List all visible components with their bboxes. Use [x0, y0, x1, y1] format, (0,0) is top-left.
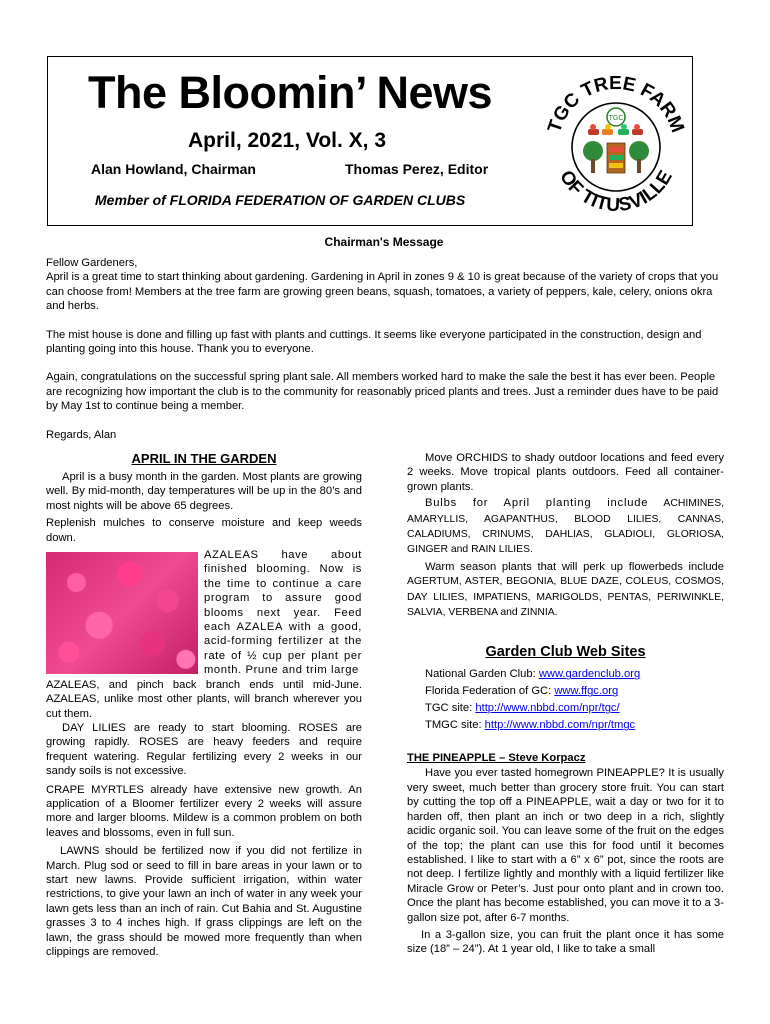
april-paragraph-5: CRAPE MYRTLES already have extensive new growth. An application of a Bloomer fertilizer every 2 weeks will assure more and larger blooms. Mildew is a common problem on both leaves and blossoms, even in full sun. [46, 783, 362, 839]
logo-text-bottom: OF TITUSVILLE [555, 166, 677, 217]
chairman-message-heading: Chairman's Message [324, 235, 444, 249]
web-site-item [425, 666, 724, 683]
web-site-label: National Garden Club: [425, 668, 539, 681]
web-sites-list [407, 666, 724, 734]
issue-line: April, 2021, Vol. X, 3 [188, 129, 387, 152]
april-paragraph-3: AZALEAS have about finished blooming. Now is the time to continue a care program to assure good blooms next year. Feed each AZALEA with a good, acid-forming fertilizer at the rate of ½ cup per plant per month. Prune and trim large [204, 549, 362, 677]
tgc-site-link[interactable]: http://www.nbbd.com/npr/tgc/ [475, 702, 620, 715]
greeting: Fellow Gardeners, [46, 257, 138, 269]
april-paragraph-4: DAY LILIES are ready to start blooming. ROSES are growing rapidly. ROSES are heavy feeders and require frequent watering. Regular fertilizing every 2 weeks in our sandy soils is not excessive. [46, 721, 362, 778]
web-site-label: TGC site: [425, 702, 476, 715]
greenhouse-icon [607, 143, 625, 173]
azalea-photo [46, 552, 198, 674]
web-sites-heading: Garden Club Web Sites [485, 644, 646, 661]
signoff: Regards, Alan [46, 428, 117, 441]
orchids-paragraph: Move ORCHIDS to shady outdoor locations and feed every 2 weeks. Move tropical plants outdoors. Feed all container-grown plants. [407, 452, 724, 493]
chairman-name: Alan Howland, Chairman [91, 161, 256, 177]
ffgc-link[interactable]: www.ffgc.org [554, 685, 619, 698]
chairman-paragraph-2: The mist house is done and filling up fast with plants and cuttings. It seems like everyone participated in the construction, design and planting going into this house. Thank you to everyone. [46, 328, 702, 356]
right-column [407, 451, 724, 957]
masthead [47, 56, 693, 226]
web-site-item [425, 717, 724, 734]
bulbs-lead: Bulbs for April planting include [425, 497, 649, 510]
pineapple-heading: THE PINEAPPLE – Steve Korpacz [407, 752, 586, 765]
membership-line: Member of FLORIDA FEDERATION OF GARDEN CLUBS [95, 192, 466, 208]
bulbs-list: ACHIMINES, AMARYLLIS, AGAPANTHUS, BLOOD LILIES, CANNAS, CALADIUMS, CRINUMS, DAHLIAS, GLADIOLI, GLORIOSA, GINGER and RAIN LILIES. [407, 498, 725, 556]
logo-text-top: TGC TREE FARM [544, 72, 688, 136]
warm-season-paragraph [407, 560, 724, 621]
national-garden-club-link[interactable]: www.gardenclub.org [538, 668, 641, 681]
web-site-item [425, 700, 724, 717]
warm-season-lead: Warm season plants that will perk up flowerbeds include [425, 560, 724, 573]
april-paragraph-1: April is a busy month in the garden. Most plants are growing well. By mid-month, day temperatures will be up in the 80’s and most nights will be above 65 degrees. [46, 471, 362, 512]
logo-monogram: TGC [608, 115, 624, 122]
web-site-item [425, 683, 724, 700]
tmgc-site-link[interactable]: http://www.nbbd.com/npr/tmgc [484, 719, 636, 732]
pineapple-paragraph-2: In a 3-gallon size, you can fruit the plant once it has some size (18” – 24”). At 1 year old, I like to take a small [407, 928, 724, 956]
april-paragraph-2: Replenish mulches to conserve moisture and keep weeds down. [46, 517, 362, 544]
april-paragraph-6: LAWNS should be fertilized now if you did not fertilize in March. Plug sod or seed to fill in bare areas in your lawn or to start new lawns. Provide sufficient irrigation, within water restrictions, to give your lawn an inch of water in any week your lawn gets less than an inch of rain. Cut Bahia and St. Augustine grasses 3 to 4 inches high. If grass clippings are left on the lawn, the grass should be mowed more frequently than when clippings are removed. [46, 845, 362, 958]
web-site-label: Florida Federation of GC: [425, 685, 555, 698]
april-paragraph-3-cont: AZALEAS, and pinch back branch ends until mid-June. AZALEAS, unlike most other plants, will branch wherever you cut them. [46, 678, 362, 720]
bulbs-paragraph [407, 496, 724, 558]
newsletter-title: The Bloomin’ News [88, 67, 493, 118]
chairman-paragraph-3: Again, congratulations on the successful spring plant sale. All members worked hard to make the sale the best it has ever been. People are recognizing how important the club is to the community for reasonably priced plants and trees. Just a reminder dues have to be paid by May 1st to continue being a member. [46, 371, 719, 413]
chairman-paragraph-1: April is a great time to start thinking about gardening. Gardening in April in zones 9 & 10 is great because of the variety of crops that you can choose from! Members at the tree farm are growing green beans, squash, tomatoes, a variety of peppers, kale, celery, onions okra and herbs. [46, 271, 719, 313]
pineapple-paragraph-1: Have you ever tasted homegrown PINEAPPLE? It is usually very sweet, much better than grocery store fruit. You can start by cutting the top off a PINEAPPLE, wait a day or two for it to harden off, then plant an inch or two deep in a rich, slightly acidic organic soil. You can leave some of the fruit on the edges of the top; the plant can use this for food until it becomes established. I like to start with a 6” x 6” pot, since the roots are not deep. I fertilize lightly and monthly with a liquid fertilizer like Miracle Grow or Peter’s. Just pour onto plant and in crown too. Once the plant has become established, you can move it to a 3-gallon size pot, after 6-7 months. [407, 767, 724, 924]
web-site-label: TMGC site: [425, 719, 485, 732]
chairman-message [46, 235, 722, 442]
april-in-the-garden [46, 451, 362, 959]
tgc-tree-farm-logo [542, 63, 690, 221]
warm-season-list: AGERTUM, ASTER, BEGONIA, BLUE DAZE, COLEUS, COSMOS, DAY LILIES, IMPATIENS, MARIGOLDS, PENTAS, PERIWINKLE, SALVIA, VERBENA and ZINNIA. [407, 576, 724, 619]
april-garden-heading: APRIL IN THE GARDEN [131, 451, 277, 466]
editor-name: Thomas Perez, Editor [345, 161, 489, 177]
